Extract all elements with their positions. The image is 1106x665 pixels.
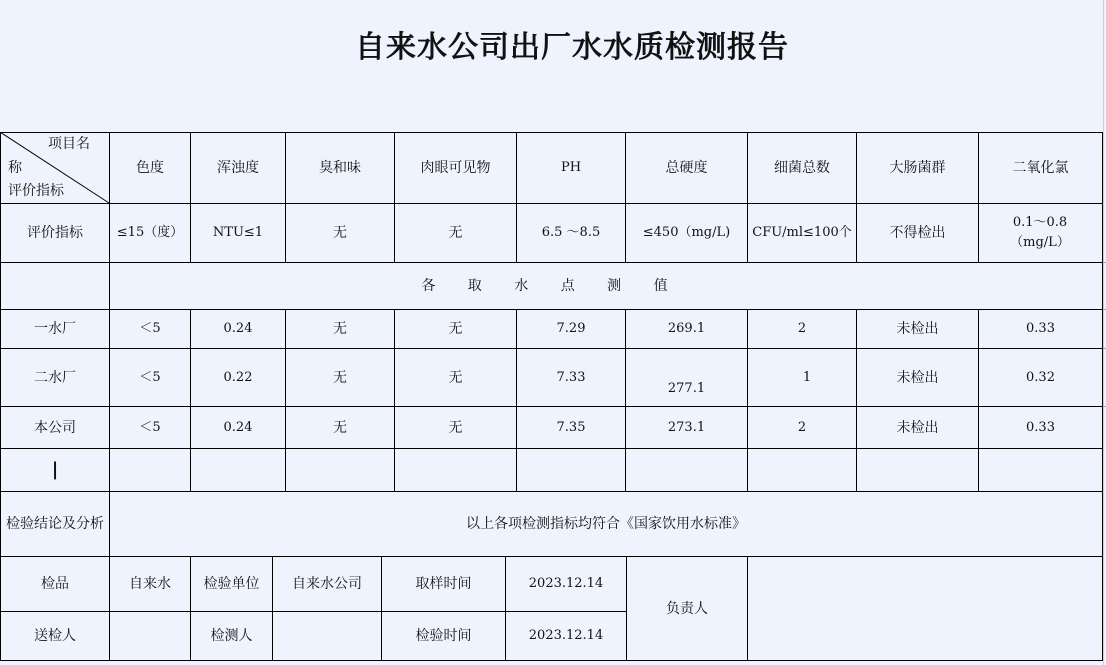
table-cell: 未检出: [896, 419, 939, 436]
standard-value: 6.5 ～8.5: [541, 225, 601, 240]
table-cell: 0.22: [223, 369, 253, 385]
standard-value: 无: [448, 225, 463, 241]
table-cell: 无: [333, 369, 347, 386]
test-time-label: 检验时间: [415, 628, 472, 644]
inspector-value[interactable]: [273, 612, 381, 660]
standard-value: ≤15（度）: [116, 225, 184, 240]
submitter-value[interactable]: [110, 612, 190, 660]
row-label: 本公司: [34, 419, 76, 436]
header-corner-top: 项目名: [48, 136, 90, 152]
grid-line: [0, 660, 1102, 661]
responsible-value[interactable]: [748, 557, 1102, 660]
table-cell: 无: [333, 419, 347, 436]
sample-value: 自来水: [129, 576, 171, 592]
sample-label: 检品: [41, 576, 69, 592]
column-header: 大肠菌群: [889, 160, 946, 176]
unit-label: 检验单位: [203, 576, 260, 592]
unit-value: 自来水公司: [292, 576, 362, 592]
conclusion-text: 以上各项检测指标均符合《国家饮用水标准》: [466, 516, 746, 532]
table-cell: 0.33: [1026, 419, 1055, 435]
table-cell: 无: [448, 321, 463, 337]
table-cell: 0.32: [1026, 369, 1055, 385]
table-cell: 277.1: [667, 381, 706, 396]
table-cell: 未检出: [896, 321, 939, 337]
sampling-time-label: 取样时间: [415, 576, 472, 592]
column-header: 浑浊度: [217, 160, 259, 176]
table-cell: 0.24: [223, 321, 253, 336]
conclusion-label: 检验结论及分析: [6, 516, 104, 532]
column-header: 肉眼可见物: [420, 160, 491, 176]
table-cell: 7.29: [556, 321, 586, 336]
standard-value: 无: [333, 225, 347, 241]
header-corner-bottom: 评价指标: [8, 183, 64, 199]
column-header: 臭和味: [319, 160, 361, 176]
table-cell: 无: [333, 321, 347, 337]
table-cell: ＜5: [139, 369, 161, 385]
table-cell: 1: [802, 369, 812, 385]
table-cell: 7.35: [556, 419, 586, 435]
test-time-value: 2023.12.14: [528, 628, 604, 643]
standard-row-label: 评价指标: [27, 225, 83, 241]
table-cell: 未检出: [896, 369, 939, 386]
column-header: 色度: [136, 160, 164, 176]
submitter-label: 送检人: [34, 628, 76, 644]
responsible-label: 负责人: [666, 600, 708, 617]
standard-value: CFU/ml≤100个: [752, 225, 852, 240]
sheet-gridline: [1103, 0, 1104, 665]
standard-value: NTU≤1: [212, 225, 264, 240]
report-title: 自来水公司出厂水水质检测报告: [355, 30, 789, 65]
standard-value: ≤450（mg/L): [642, 225, 731, 240]
table-cell: ＜5: [139, 419, 161, 435]
standard-value: 0.1～0.8（mg/L）: [1010, 215, 1070, 250]
table-cell: 273.1: [667, 419, 706, 435]
table-cell: 7.33: [556, 369, 586, 385]
table-cell: ＜5: [139, 321, 161, 336]
table-cell: 269.1: [667, 321, 706, 336]
column-header: PH: [560, 160, 582, 175]
table-cell: 无: [448, 369, 463, 386]
header-corner-mid: 称: [8, 160, 22, 176]
table-cell: 0.24: [223, 419, 253, 435]
column-header: 总硬度: [665, 160, 708, 176]
text-cursor[interactable]: |: [51, 459, 59, 480]
section-heading: 各 取 水 点 测 值: [421, 278, 682, 294]
table-cell: 0.33: [1026, 321, 1055, 336]
table-cell: 无: [448, 419, 463, 436]
table-cell: 2: [797, 419, 807, 435]
sampling-time-value: 2023.12.14: [528, 576, 604, 591]
standard-value: 不得检出: [889, 225, 946, 241]
row-label: 一水厂: [34, 321, 76, 337]
column-header: 二氧化氯: [1012, 160, 1069, 176]
table-cell: 2: [797, 321, 807, 336]
column-header: 细菌总数: [774, 160, 830, 176]
row-label: 二水厂: [34, 369, 76, 386]
grid-line: [0, 448, 1102, 449]
inspector-label: 检测人: [210, 628, 253, 644]
